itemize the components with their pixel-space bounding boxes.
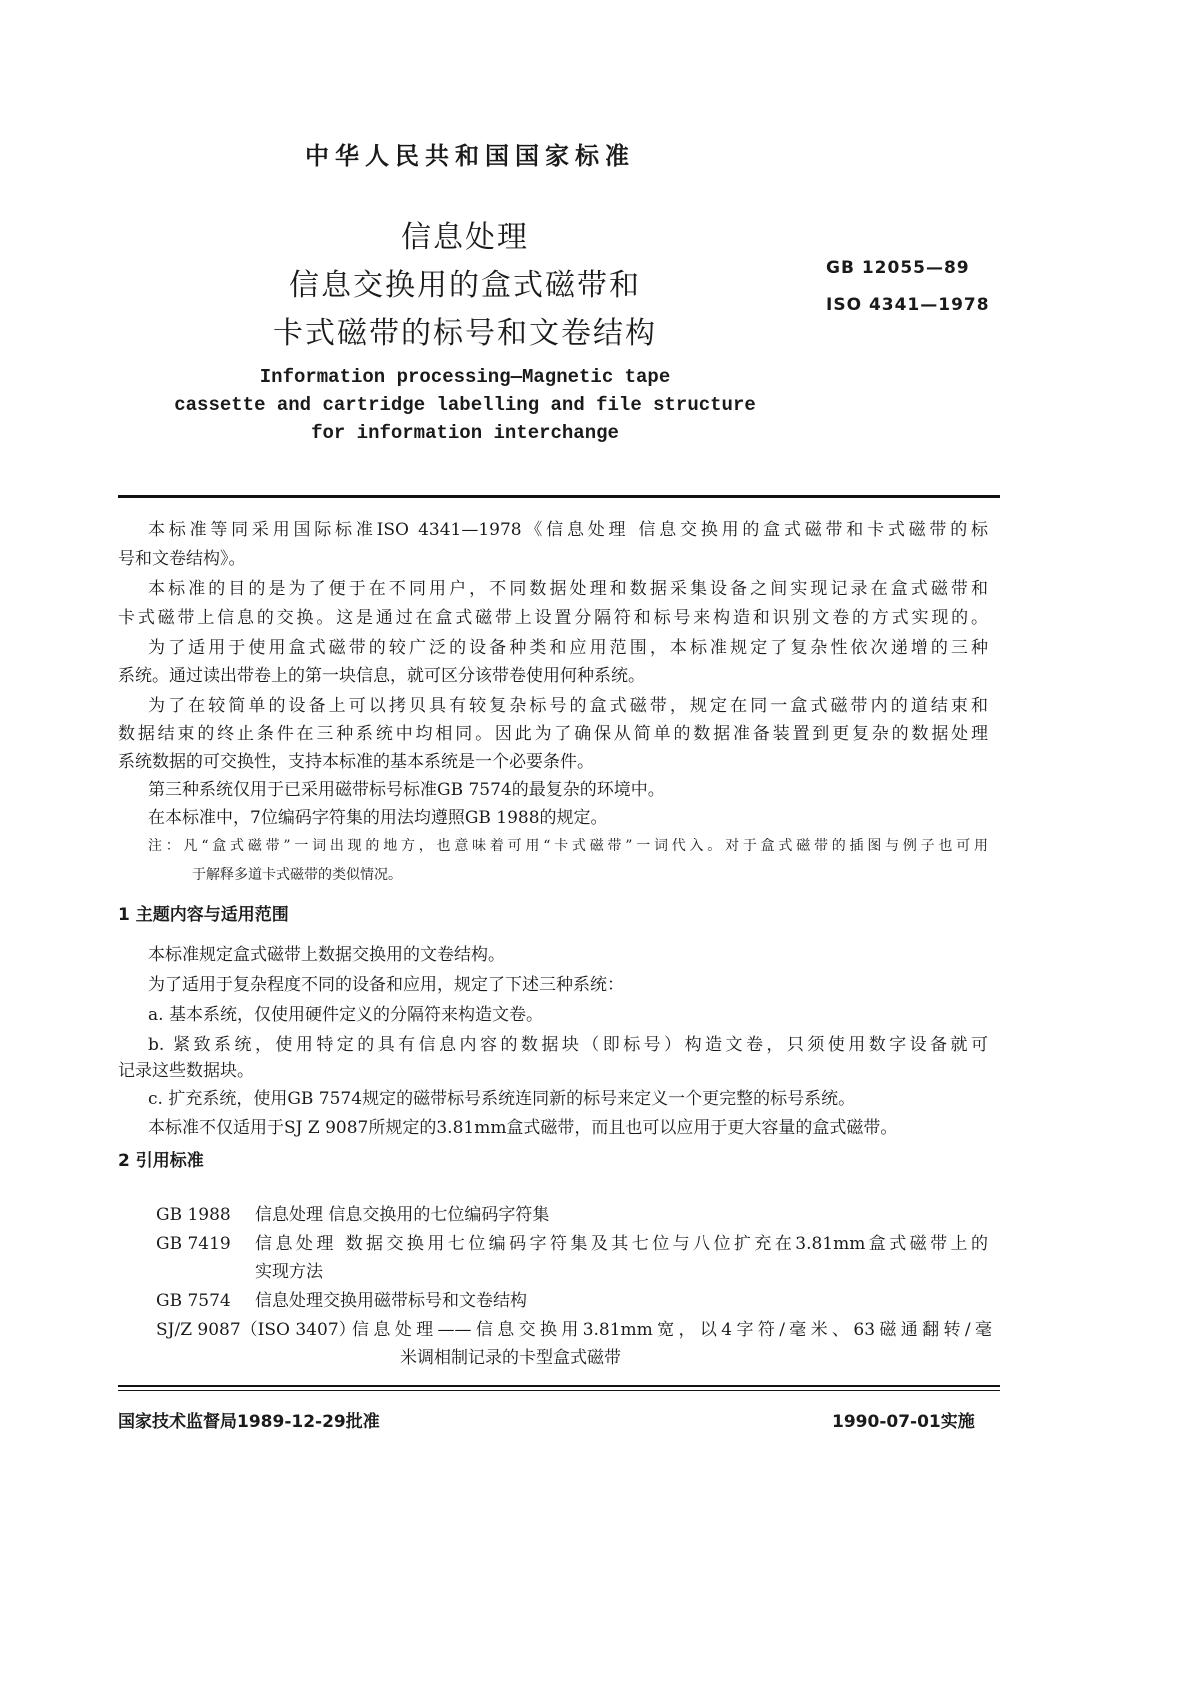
ref-title-cont: 实现方法 xyxy=(255,1262,323,1282)
intro-line: 为了在较简单的设备上可以拷贝具有较复杂标号的盒式磁带，规定在同一盒式磁带内的道结束和 xyxy=(148,696,988,716)
title-line-3: 卡式磁带的标号和文卷结构 xyxy=(273,316,657,351)
intro-line: 数据结束的终止条件在三种系统中均相同。因此为了确保从简单的数据准备装置到更复杂的数据处理 xyxy=(118,724,988,744)
note-line: 于解释多道卡式磁带的类似情况。 xyxy=(192,867,402,883)
section-1-line: a. 基本系统，仅使用硬件定义的分隔符来构造文卷。 xyxy=(148,1005,543,1025)
iso-code: ISO 4341—1978 xyxy=(826,295,990,315)
section-1-line: 本标准不仅适用于SJ Z 9087所规定的3.81mm盒式磁带，而且也可以应用于更大容量的盒式磁带。 xyxy=(148,1118,898,1138)
section-1-line: 为了适用于复杂程度不同的设备和应用，规定了下述三种系统： xyxy=(148,975,624,995)
ref-title: 信息处理 信息交换用的七位编码字符集 xyxy=(255,1205,550,1225)
note-line: 注：凡“盒式磁带”一词出现的地方，也意味着可用“卡式磁带”一词代入。对于盒式磁带的插图与例子也可用 xyxy=(148,838,988,854)
section-1-line: 本标准规定盒式磁带上数据交换用的文卷结构。 xyxy=(148,945,505,965)
ref-code: GB 1988 xyxy=(156,1205,231,1225)
ref-title-cont: 米调相制记录的卡型盒式磁带 xyxy=(400,1348,621,1368)
document-header: 中华人民共和国国家标准 xyxy=(305,142,635,170)
intro-line: 为了适用于使用盒式磁带的较广泛的设备种类和应用范围，本标准规定了复杂性依次递增的三种 xyxy=(148,638,988,658)
english-title-2: cassette and cartridge labelling and file structure xyxy=(174,394,756,416)
intro-line: 号和文卷结构》。 xyxy=(118,549,246,569)
bottom-divider xyxy=(118,1385,1000,1387)
intro-line: 本标准的目的是为了便于在不同用户，不同数据处理和数据采集设备之间实现记录在盒式磁带和 xyxy=(148,579,988,599)
ref-title: 信息处理 数据交换用七位编码字符集及其七位与八位扩充在3.81mm盒式磁带上的 xyxy=(255,1234,988,1254)
ref-code: SJ/Z 9087（ISO 3407） xyxy=(156,1320,356,1340)
top-divider xyxy=(118,495,1000,498)
bottom-divider-thin xyxy=(118,1390,1000,1391)
title-line-1: 信息处理 xyxy=(401,220,529,255)
ref-title: 信息处理——信息交换用3.81mm宽，以4字符/毫米、63磁通翻转/毫 xyxy=(352,1320,992,1340)
intro-line: 卡式磁带上信息的交换。这是通过在盒式磁带上设置分隔符和标号来构造和识别文卷的方式实现的。 xyxy=(118,608,988,628)
intro-line: 本标准等同采用国际标准ISO 4341—1978《信息处理 信息交换用的盒式磁带和卡式磁带的标 xyxy=(148,520,988,540)
english-title-1: Information processing—Magnetic tape xyxy=(259,366,671,388)
intro-line: 系统。通过读出带卷上的第一块信息，就可区分该带卷使用何种系统。 xyxy=(118,666,645,686)
section-1-line: b. 紧致系统，使用特定的具有信息内容的数据块（即标号）构造文卷，只须使用数字设备就可 xyxy=(148,1035,988,1055)
section-1-line: c. 扩充系统，使用GB 7574规定的磁带标号系统连同新的标号来定义一个更完整的标号系统。 xyxy=(148,1089,856,1109)
ref-code: GB 7419 xyxy=(156,1234,231,1254)
effective-date: 1990-07-01实施 xyxy=(832,1412,975,1432)
section-2-heading: 2 引用标准 xyxy=(118,1151,204,1171)
approval-date: 国家技术监督局1989-12-29批准 xyxy=(118,1412,380,1432)
intro-line: 在本标准中，7位编码字符集的用法均遵照GB 1988的规定。 xyxy=(148,808,608,828)
intro-line: 第三种系统仅用于已采用磁带标号标准GB 7574的最复杂的环境中。 xyxy=(148,780,665,800)
title-line-2: 信息交换用的盒式磁带和 xyxy=(289,268,641,303)
ref-code: GB 7574 xyxy=(156,1291,231,1311)
section-1-heading: 1 主题内容与适用范围 xyxy=(118,905,289,925)
section-1-line: 记录这些数据块。 xyxy=(118,1061,254,1081)
gb-code: GB 12055—89 xyxy=(826,258,970,278)
ref-title: 信息处理交换用磁带标号和文卷结构 xyxy=(255,1291,527,1311)
intro-line: 系统数据的可交换性，支持本标准的基本系统是一个必要条件。 xyxy=(118,752,594,772)
english-title-3: for information interchange xyxy=(311,422,619,444)
